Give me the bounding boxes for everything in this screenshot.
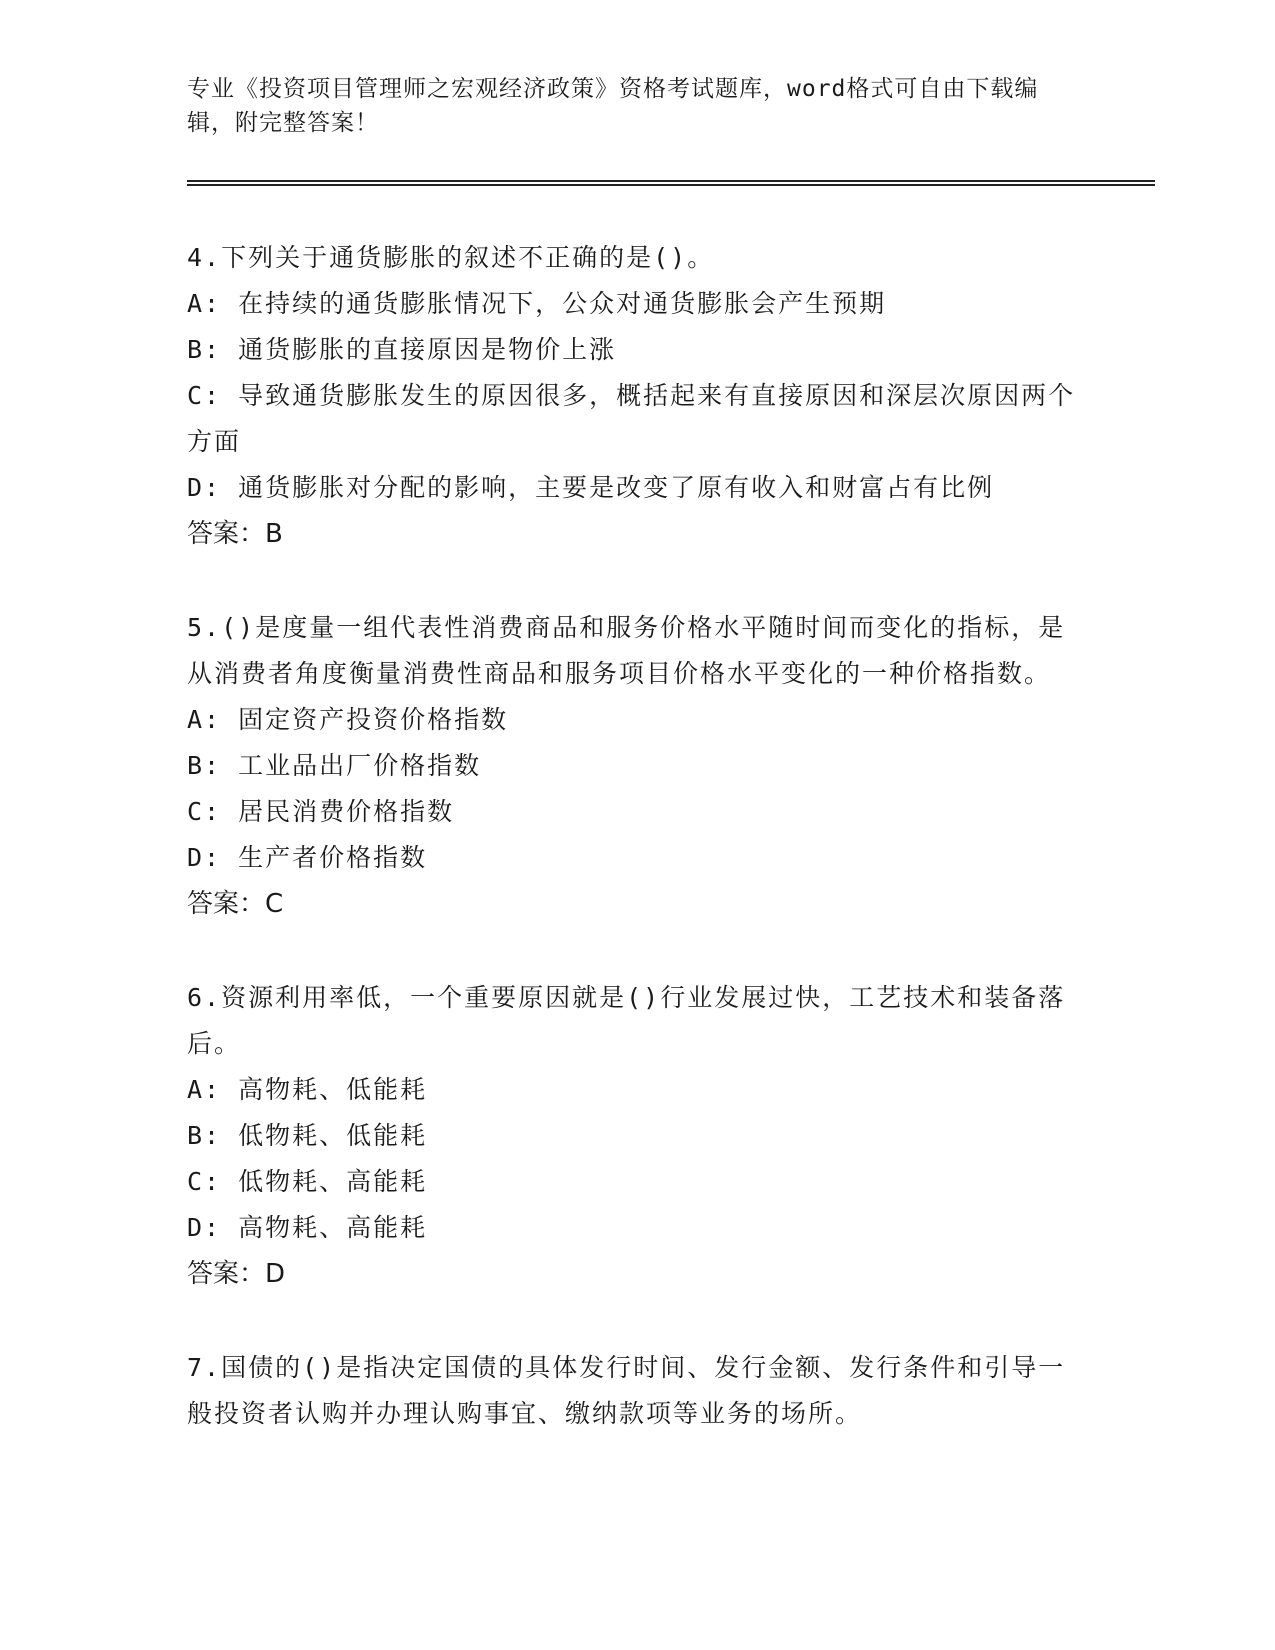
option-b: B: 低物耗、低能耗 xyxy=(187,1121,428,1150)
option-a: A: 固定资产投资价格指数 xyxy=(187,705,509,734)
option-c: C: 居民消费价格指数 xyxy=(187,797,455,826)
option-a: A: 在持续的通货膨胀情况下，公众对通货膨胀会产生预期 xyxy=(187,289,887,318)
question-stem: 6.资源利用率低，一个重要原因就是()行业发展过快，工艺技术和装备落后。 xyxy=(187,983,1066,1058)
option-d: D: 生产者价格指数 xyxy=(187,843,428,872)
header-divider xyxy=(187,180,1155,186)
question-item xyxy=(187,235,1087,557)
option-c: C: 低物耗、高能耗 xyxy=(187,1167,428,1196)
question-item xyxy=(187,1345,1087,1437)
question-item xyxy=(187,975,1087,1297)
option-b: B: 通货膨胀的直接原因是物价上涨 xyxy=(187,335,617,364)
answer-line: 答案：B xyxy=(187,519,283,549)
option-d: D: 高物耗、高能耗 xyxy=(187,1213,428,1242)
question-item xyxy=(187,605,1087,927)
option-c: C: 导致通货膨胀发生的原因很多，概括起来有直接原因和深层次原因两个方面 xyxy=(187,381,1076,456)
question-stem: 5.()是度量一组代表性消费商品和服务价格水平随时间而变化的指标，是从消费者角度衡量消费性商品和服务项目价格水平变化的一种价格指数。 xyxy=(187,613,1066,688)
answer-line: 答案：C xyxy=(187,889,284,919)
option-a: A: 高物耗、低能耗 xyxy=(187,1075,428,1104)
question-stem: 4.下列关于通货膨胀的叙述不正确的是()。 xyxy=(187,243,715,272)
option-b: B: 工业品出厂价格指数 xyxy=(187,751,482,780)
document-header: 专业《投资项目管理师之宏观经济政策》资格考试题库，word格式可自由下载编辑，附完整答案！ xyxy=(187,76,1039,136)
option-d: D: 通货膨胀对分配的影响，主要是改变了原有收入和财富占有比例 xyxy=(187,473,995,502)
question-list xyxy=(187,235,1087,1485)
answer-line: 答案：D xyxy=(187,1259,286,1289)
question-stem: 7.国债的()是指决定国债的具体发行时间、发行金额、发行条件和引导一般投资者认购并办理认购事宜、缴纳款项等业务的场所。 xyxy=(187,1353,1066,1428)
